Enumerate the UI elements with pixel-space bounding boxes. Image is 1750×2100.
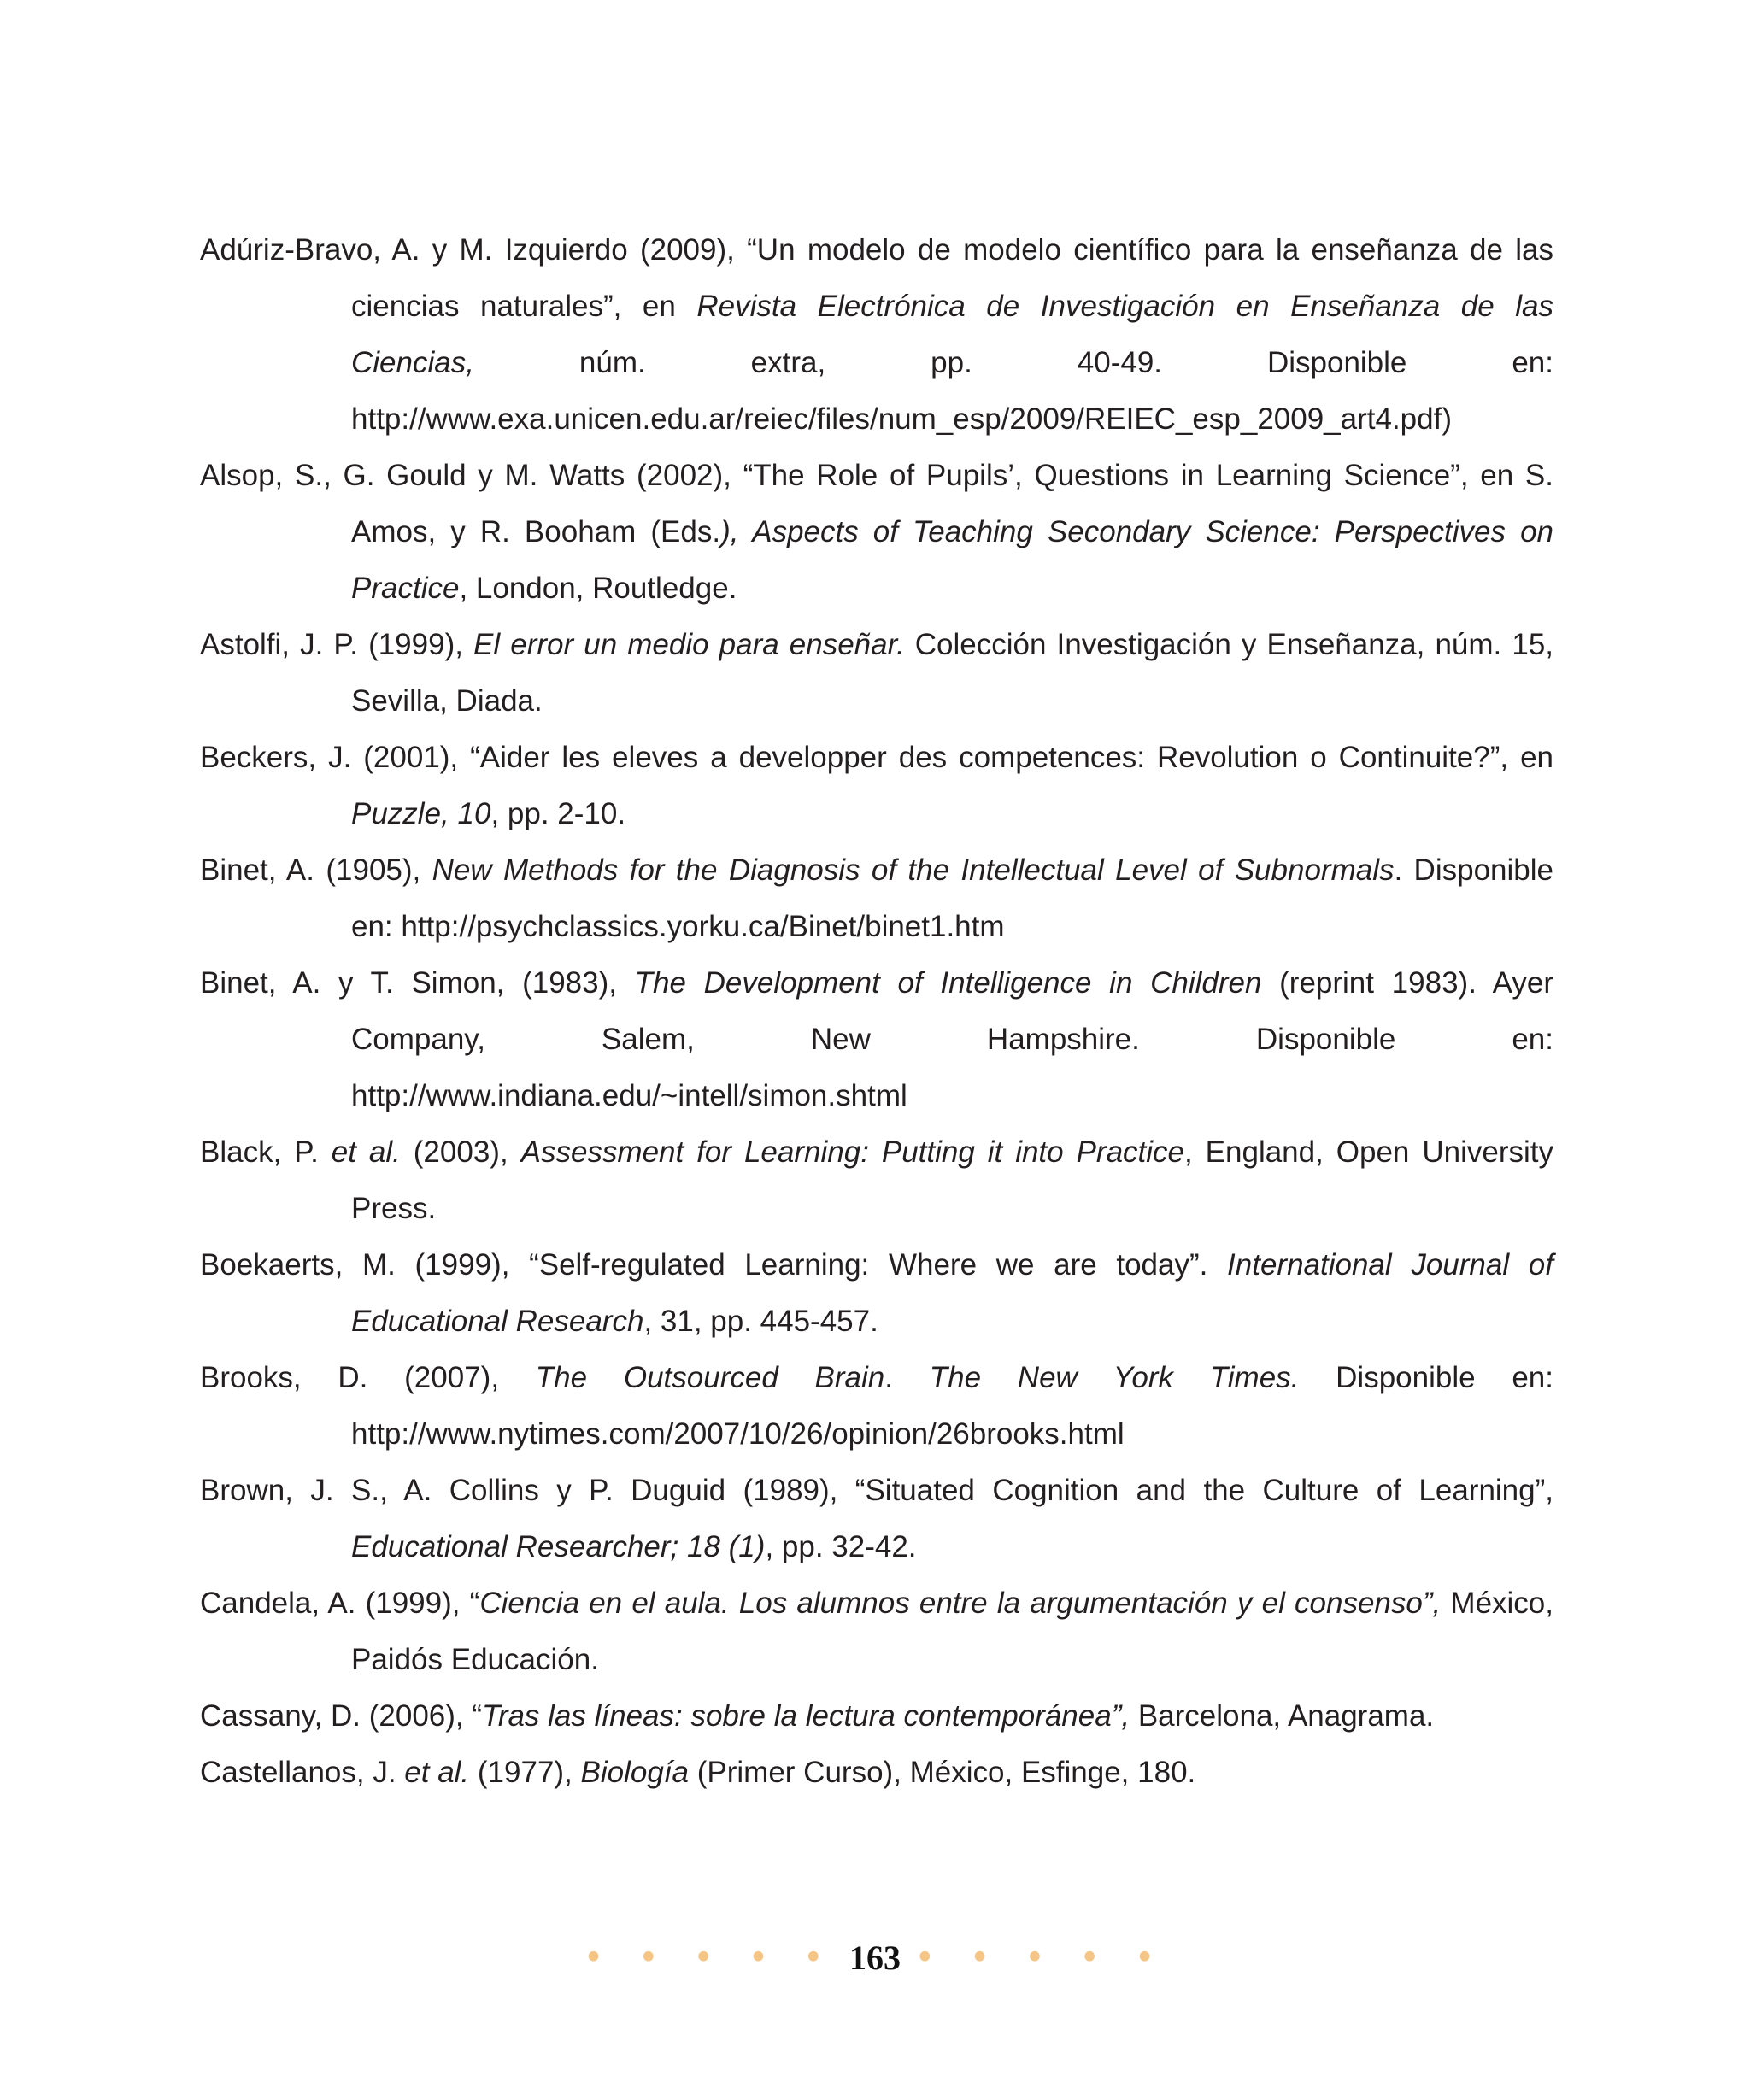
reference-text: , pp. 32-42. [765,1530,917,1563]
reference-entry [200,730,1553,842]
reference-text: Colección Investigación y Enseñanza, núm. 15, Sevilla, Diada. [351,628,1554,718]
reference-entry [200,1350,1553,1463]
reference-italic-text: Biología [580,1756,690,1789]
reference-entry [200,1124,1553,1237]
reference-text: Adúriz-Bravo, A. y M. Izquierdo (2009), “Un modelo de modelo científico para la enseñanza de las ciencias naturales”, en [200,233,1553,323]
reference-italic-text: Revista Electrónica de Investigación en Enseñanza de las Ciencias, [351,290,1553,379]
reference-text: (2003), [400,1135,521,1169]
reference-text: Brown, J. S., A. Collins y P. Duguid (1989), “Situated Cognition and the Culture of Learning”, [200,1474,1553,1507]
reference-text: , 31, pp. 445-457. [643,1305,878,1338]
reference-italic-text: The New York Times. [929,1361,1300,1394]
reference-italic-text: Puzzle, 10 [351,797,491,830]
reference-entry [200,842,1553,955]
reference-text: Boekaerts, M. (1999), “Self-regulated Learning: Where we are today”. [200,1248,1228,1282]
reference-italic-text: Educational Researcher; 18 (1) [351,1530,766,1563]
reference-list [200,222,1553,1801]
reference-italic-text: El error un medio para enseñar. [473,628,905,661]
reference-italic-text: Tras las líneas: sobre la lectura contemporánea”, [482,1699,1130,1733]
reference-entry [200,1575,1553,1688]
reference-italic-text: ), Aspects of Teaching Secondary Science: Perspectives on Practice [351,515,1554,605]
reference-text: Brooks, D. (2007), [200,1361,536,1394]
reference-text: , pp. 2-10. [490,797,626,830]
reference-text: Disponible en: http://www.nytimes.com/2007/10/26/opinion/26brooks.html [351,1361,1553,1451]
reference-text: (1977), [469,1756,581,1789]
reference-entry [200,1745,1553,1801]
reference-entry [200,1688,1553,1745]
reference-italic-text: et al. [404,1756,470,1789]
reference-text: Binet, A. (1905), [200,853,432,887]
reference-text: Barcelona, Anagrama. [1130,1699,1435,1733]
reference-text: Castellanos, J. [200,1756,405,1789]
reference-italic-text: et al. [331,1135,401,1169]
reference-entry [200,617,1553,730]
reference-entry [200,1237,1553,1350]
page-number: 163 [849,1939,901,1977]
reference-text: (Primer Curso), México, Esfinge, 180. [689,1756,1196,1789]
reference-text: (reprint 1983). Ayer Company, Salem, New Hampshire. Disponible en: http://www.indiana.edu/~intell/simon.shtml [351,966,1554,1112]
reference-italic-text: Ciencia en el aula. Los alumnos entre la argumentación y el consenso”, [479,1587,1442,1620]
decorative-dots-left: • • • • • [583,1938,836,1978]
reference-text: Black, P. [200,1135,332,1169]
reference-text: México, Paidós Educación. [351,1587,1553,1676]
reference-entry [200,955,1553,1124]
reference-text: Alsop, S., G. Gould y M. Watts (2002), “The Role of Pupils’, Questions in Learning Science”, en S. Amos, y R. Booham (Eds. [200,459,1553,548]
reference-text: , London, Routledge. [459,572,737,605]
reference-text: Candela, A. (1999), “ [200,1587,480,1620]
reference-text: , England, Open University Press. [351,1135,1553,1225]
reference-text: Beckers, J. (2001), “Aider les eleves a developper des competences: Revolution o Continuite?”, en [200,741,1553,774]
reference-entry [200,448,1553,617]
reference-text: núm. extra, pp. 40-49. Disponible en: http://www.exa.unicen.edu.ar/reiec/files/num_esp/2009/REIEC_esp_2009_art4.pdf) [351,346,1553,436]
reference-text: Cassany, D. (2006), “ [200,1699,483,1733]
reference-entry [200,222,1553,448]
page-footer [0,1938,1750,1978]
reference-text: Binet, A. y T. Simon, (1983), [200,966,635,1000]
reference-text: . Disponible en: http://psychclassics.yorku.ca/Binet/binet1.htm [351,853,1553,943]
reference-entry [200,1463,1553,1575]
reference-text: . [884,1361,930,1394]
reference-italic-text: International Journal of Educational Research [351,1248,1553,1338]
reference-italic-text: The Outsourced Brain [535,1361,885,1394]
reference-italic-text: New Methods for the Diagnosis of the Intellectual Level of Subnormals [432,853,1395,887]
reference-italic-text: Assessment for Learning: Putting it into Practice [520,1135,1184,1169]
decorative-dots-right: • • • • • [914,1938,1167,1978]
reference-italic-text: The Development of Intelligence in Children [634,966,1262,1000]
reference-text: Astolfi, J. P. (1999), [200,628,474,661]
